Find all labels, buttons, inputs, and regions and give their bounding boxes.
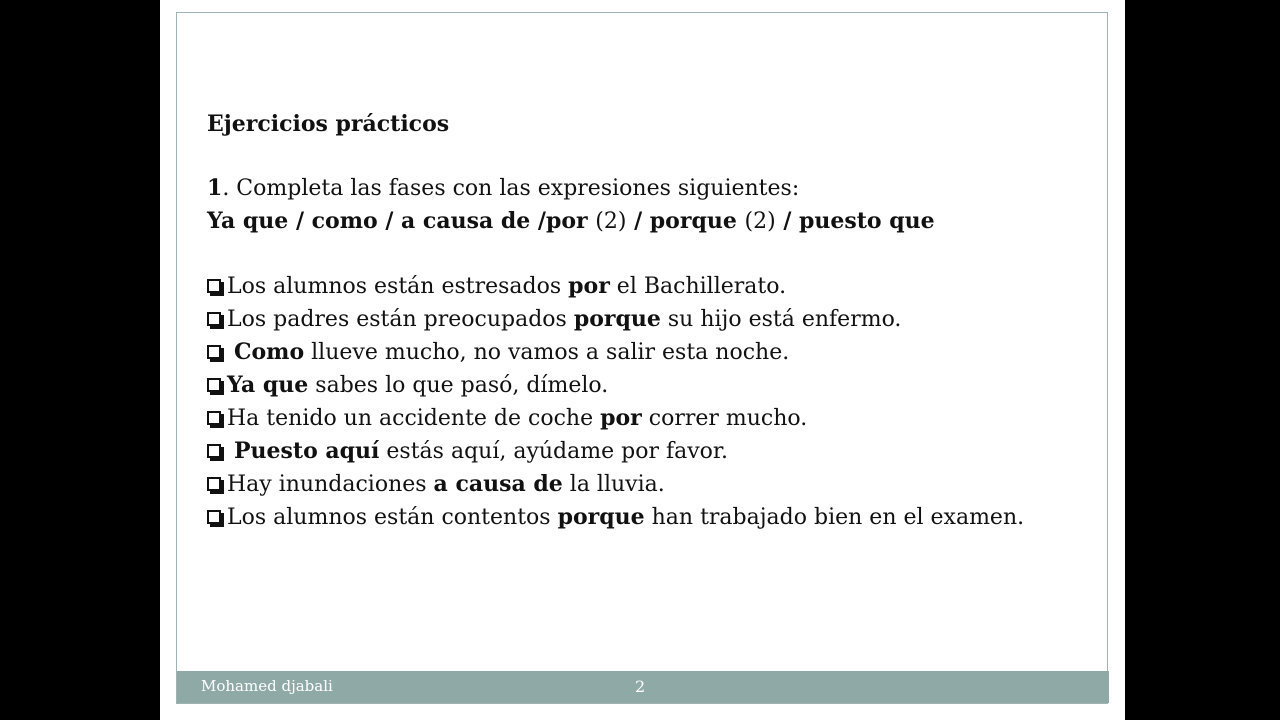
expressions-part-3: / puesto que — [775, 208, 935, 234]
sentence-item — [207, 369, 1087, 402]
sentence-text: sabes lo que pasó, dímelo. — [308, 373, 609, 398]
sentence-answer: porque — [573, 306, 661, 332]
sentence-answer: Ya que — [227, 372, 309, 398]
checkbox-bullet-icon — [207, 312, 221, 326]
sentence-item — [207, 336, 1087, 369]
sentence-text: estás aquí, ayúdame por favor. — [379, 439, 728, 464]
sentence-text: el Bachillerato. — [609, 274, 787, 299]
expressions-count-2: (2) — [744, 209, 776, 234]
sentence-text: Los alumnos están estresados — [227, 274, 569, 299]
sentence-text: llueve mucho, no vamos a salir esta noche. — [304, 340, 790, 365]
sentence-item — [207, 435, 1087, 468]
slide-footer — [177, 671, 1109, 703]
checkbox-bullet-icon — [207, 378, 221, 392]
sentence-answer: porque — [557, 504, 645, 530]
sentence-item — [207, 303, 1087, 336]
expressions-part-2: / porque — [626, 208, 745, 234]
sentence-item — [207, 402, 1087, 435]
sentence-text: Los alumnos están contentos — [227, 505, 558, 530]
slide-page-number: 2 — [635, 677, 646, 696]
slide-content — [207, 108, 1087, 534]
instruction-text: . Completa las fases con las expresiones siguientes: — [222, 176, 800, 201]
sentence-item — [207, 270, 1087, 303]
sentence-text: han trabajado bien en el examen. — [644, 505, 1025, 530]
sentence-item — [207, 501, 1087, 534]
checkbox-bullet-icon — [207, 510, 221, 524]
sentence-answer: a causa de — [433, 471, 563, 497]
expression-list — [207, 205, 1087, 238]
sentence-text — [227, 439, 234, 464]
checkbox-bullet-icon — [207, 477, 221, 491]
sentence-answer: Como — [234, 339, 305, 365]
sentence-item — [207, 468, 1087, 501]
sentence-answer: por — [600, 405, 642, 431]
sentence-answer: Puesto aquí — [234, 438, 380, 464]
slide-title: Ejercicios prácticos — [207, 111, 450, 137]
checkbox-bullet-icon — [207, 279, 221, 293]
checkbox-bullet-icon — [207, 345, 221, 359]
sentence-text: la lluvia. — [562, 472, 665, 497]
exercise-instruction — [207, 172, 1087, 205]
sentence-text: Ha tenido un accidente de coche — [227, 406, 601, 431]
sentence-text — [227, 340, 234, 365]
checkbox-bullet-icon — [207, 411, 221, 425]
checkbox-bullet-icon — [207, 444, 221, 458]
sentence-text: su hijo está enfermo. — [660, 307, 902, 332]
footer-author: Mohamed djabali — [201, 677, 333, 695]
sentence-text: Hay inundaciones — [227, 472, 434, 497]
slide-frame — [176, 12, 1108, 704]
sentence-answer: por — [568, 273, 610, 299]
sentence-text: correr mucho. — [641, 406, 808, 431]
sentence-list — [207, 270, 1087, 534]
sentence-text: Los padres están preocupados — [227, 307, 574, 332]
slide-page — [160, 0, 1125, 720]
exercise-number: 1 — [207, 175, 223, 201]
expressions-count-1: (2) — [595, 209, 627, 234]
expressions-part-1: Ya que / como / a causa de /por — [207, 208, 596, 234]
